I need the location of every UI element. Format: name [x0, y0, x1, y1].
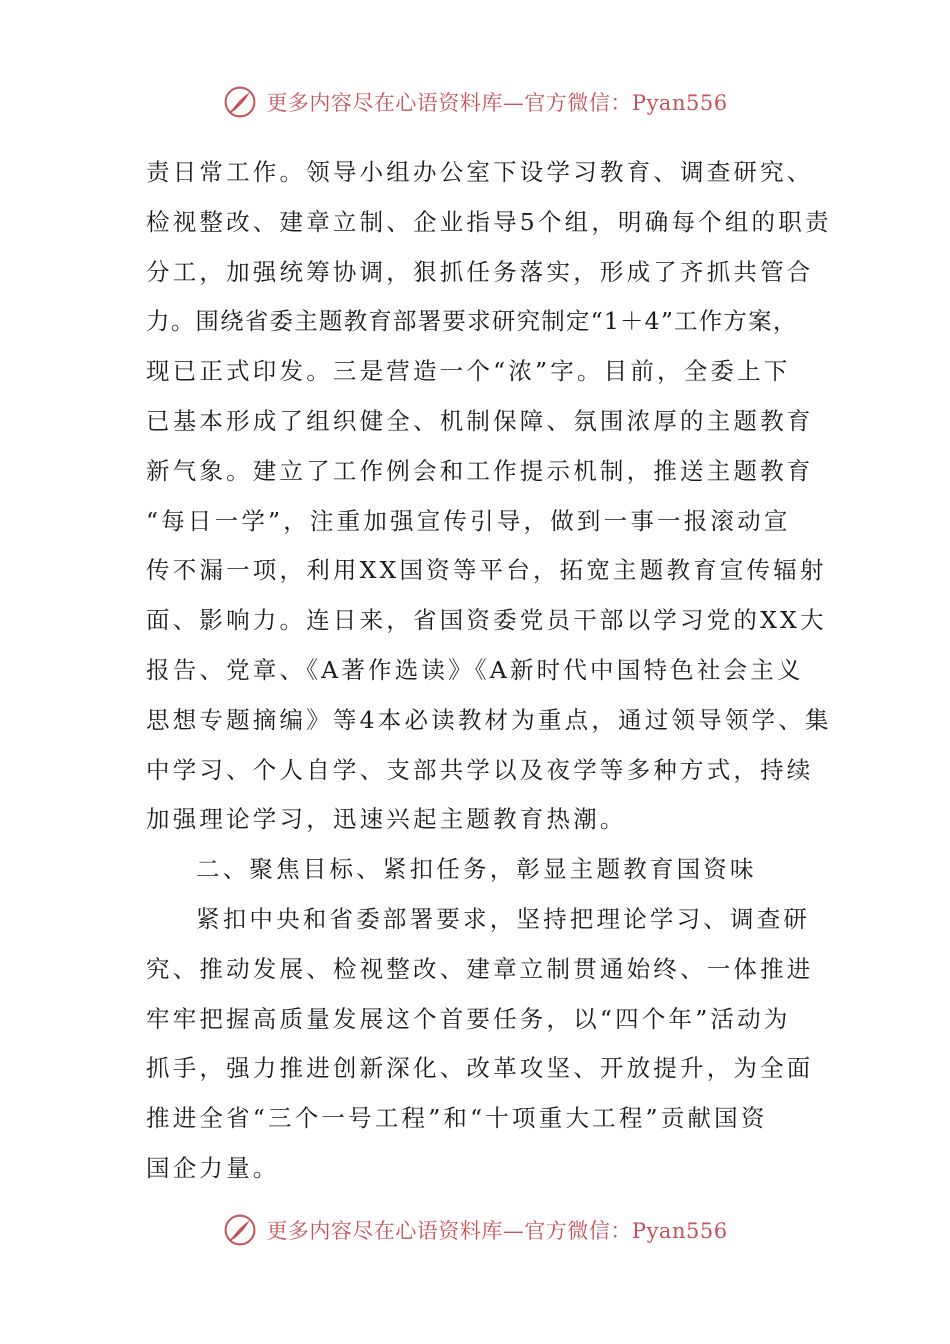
text-line: 牢牢把握高质量发展这个首要任务，以“四个年”活动为: [146, 1004, 791, 1033]
quill-logo-icon: [222, 84, 258, 120]
text-line: 紧扣中央和省委部署要求，坚持把理论学习、调查研: [196, 904, 811, 933]
text-line: 传不漏一项，利用XX国资等平台，拓宽主题教育宣传辐射: [146, 556, 827, 585]
text-line: 报告、党章、《A著作选读》《A新时代中国特色社会主义: [146, 655, 804, 684]
document-body: [146, 148, 832, 1194]
text-line: 思想专题摘编》等4本必读教材为重点，通过领导领学、集: [146, 705, 832, 734]
text-line: 究、推动发展、检视整改、建章立制贯通始终、一体推进: [146, 954, 814, 983]
text-line: 国企力量。: [146, 1153, 280, 1182]
text-line: 中学习、个人自学、支部共学以及夜学等多种方式，持续: [146, 755, 814, 784]
section-heading: 二、聚焦目标、紧扣任务，彰显主题教育国资味: [196, 855, 757, 884]
text-line: 推进全省“三个一号工程”和“十项重大工程”贡献国资: [146, 1104, 768, 1133]
header-banner-text: 更多内容尽在心语资料库—官方微信：Pyan556: [266, 91, 728, 115]
text-line: 新气象。建立了工作例会和工作提示机制，推送主题教育: [146, 456, 814, 485]
text-line: 抓手，强力推进创新深化、改革攻坚、开放提升，为全面: [146, 1054, 814, 1083]
text-line: 责日常工作。领导小组办公室下设学习教育、调查研究、: [146, 158, 814, 186]
text-line: “每日一学”，注重加强宣传引导，做到一事一报滚动宣: [146, 506, 791, 535]
text-line: 已基本形成了组织健全、机制保障、氛围浓厚的主题教育: [146, 406, 814, 435]
text-line: 力。围绕省委主题教育部署要求研究制定“1＋4”工作方案，: [146, 307, 798, 336]
footer-banner-text: 更多内容尽在心语资料库—官方微信：Pyan556: [266, 1219, 728, 1243]
quill-logo-icon: [222, 1212, 258, 1248]
text-line: 加强理论学习，迅速兴起主题教育热潮。: [146, 805, 627, 834]
text-line: 现已正式印发。三是营造一个“浓”字。目前，全委上下: [146, 357, 791, 386]
footer-banner: [0, 1210, 950, 1250]
text-line: 检视整改、建章立制、企业指导5个组，明确每个组的职责: [146, 207, 832, 236]
text-line: 分工，加强统筹协调，狠抓任务落实，形成了齐抓共管合: [146, 257, 814, 286]
text-line: 面、影响力。连日来，省国资委党员干部以学习党的XX大: [146, 606, 827, 635]
header-banner: [0, 82, 950, 122]
